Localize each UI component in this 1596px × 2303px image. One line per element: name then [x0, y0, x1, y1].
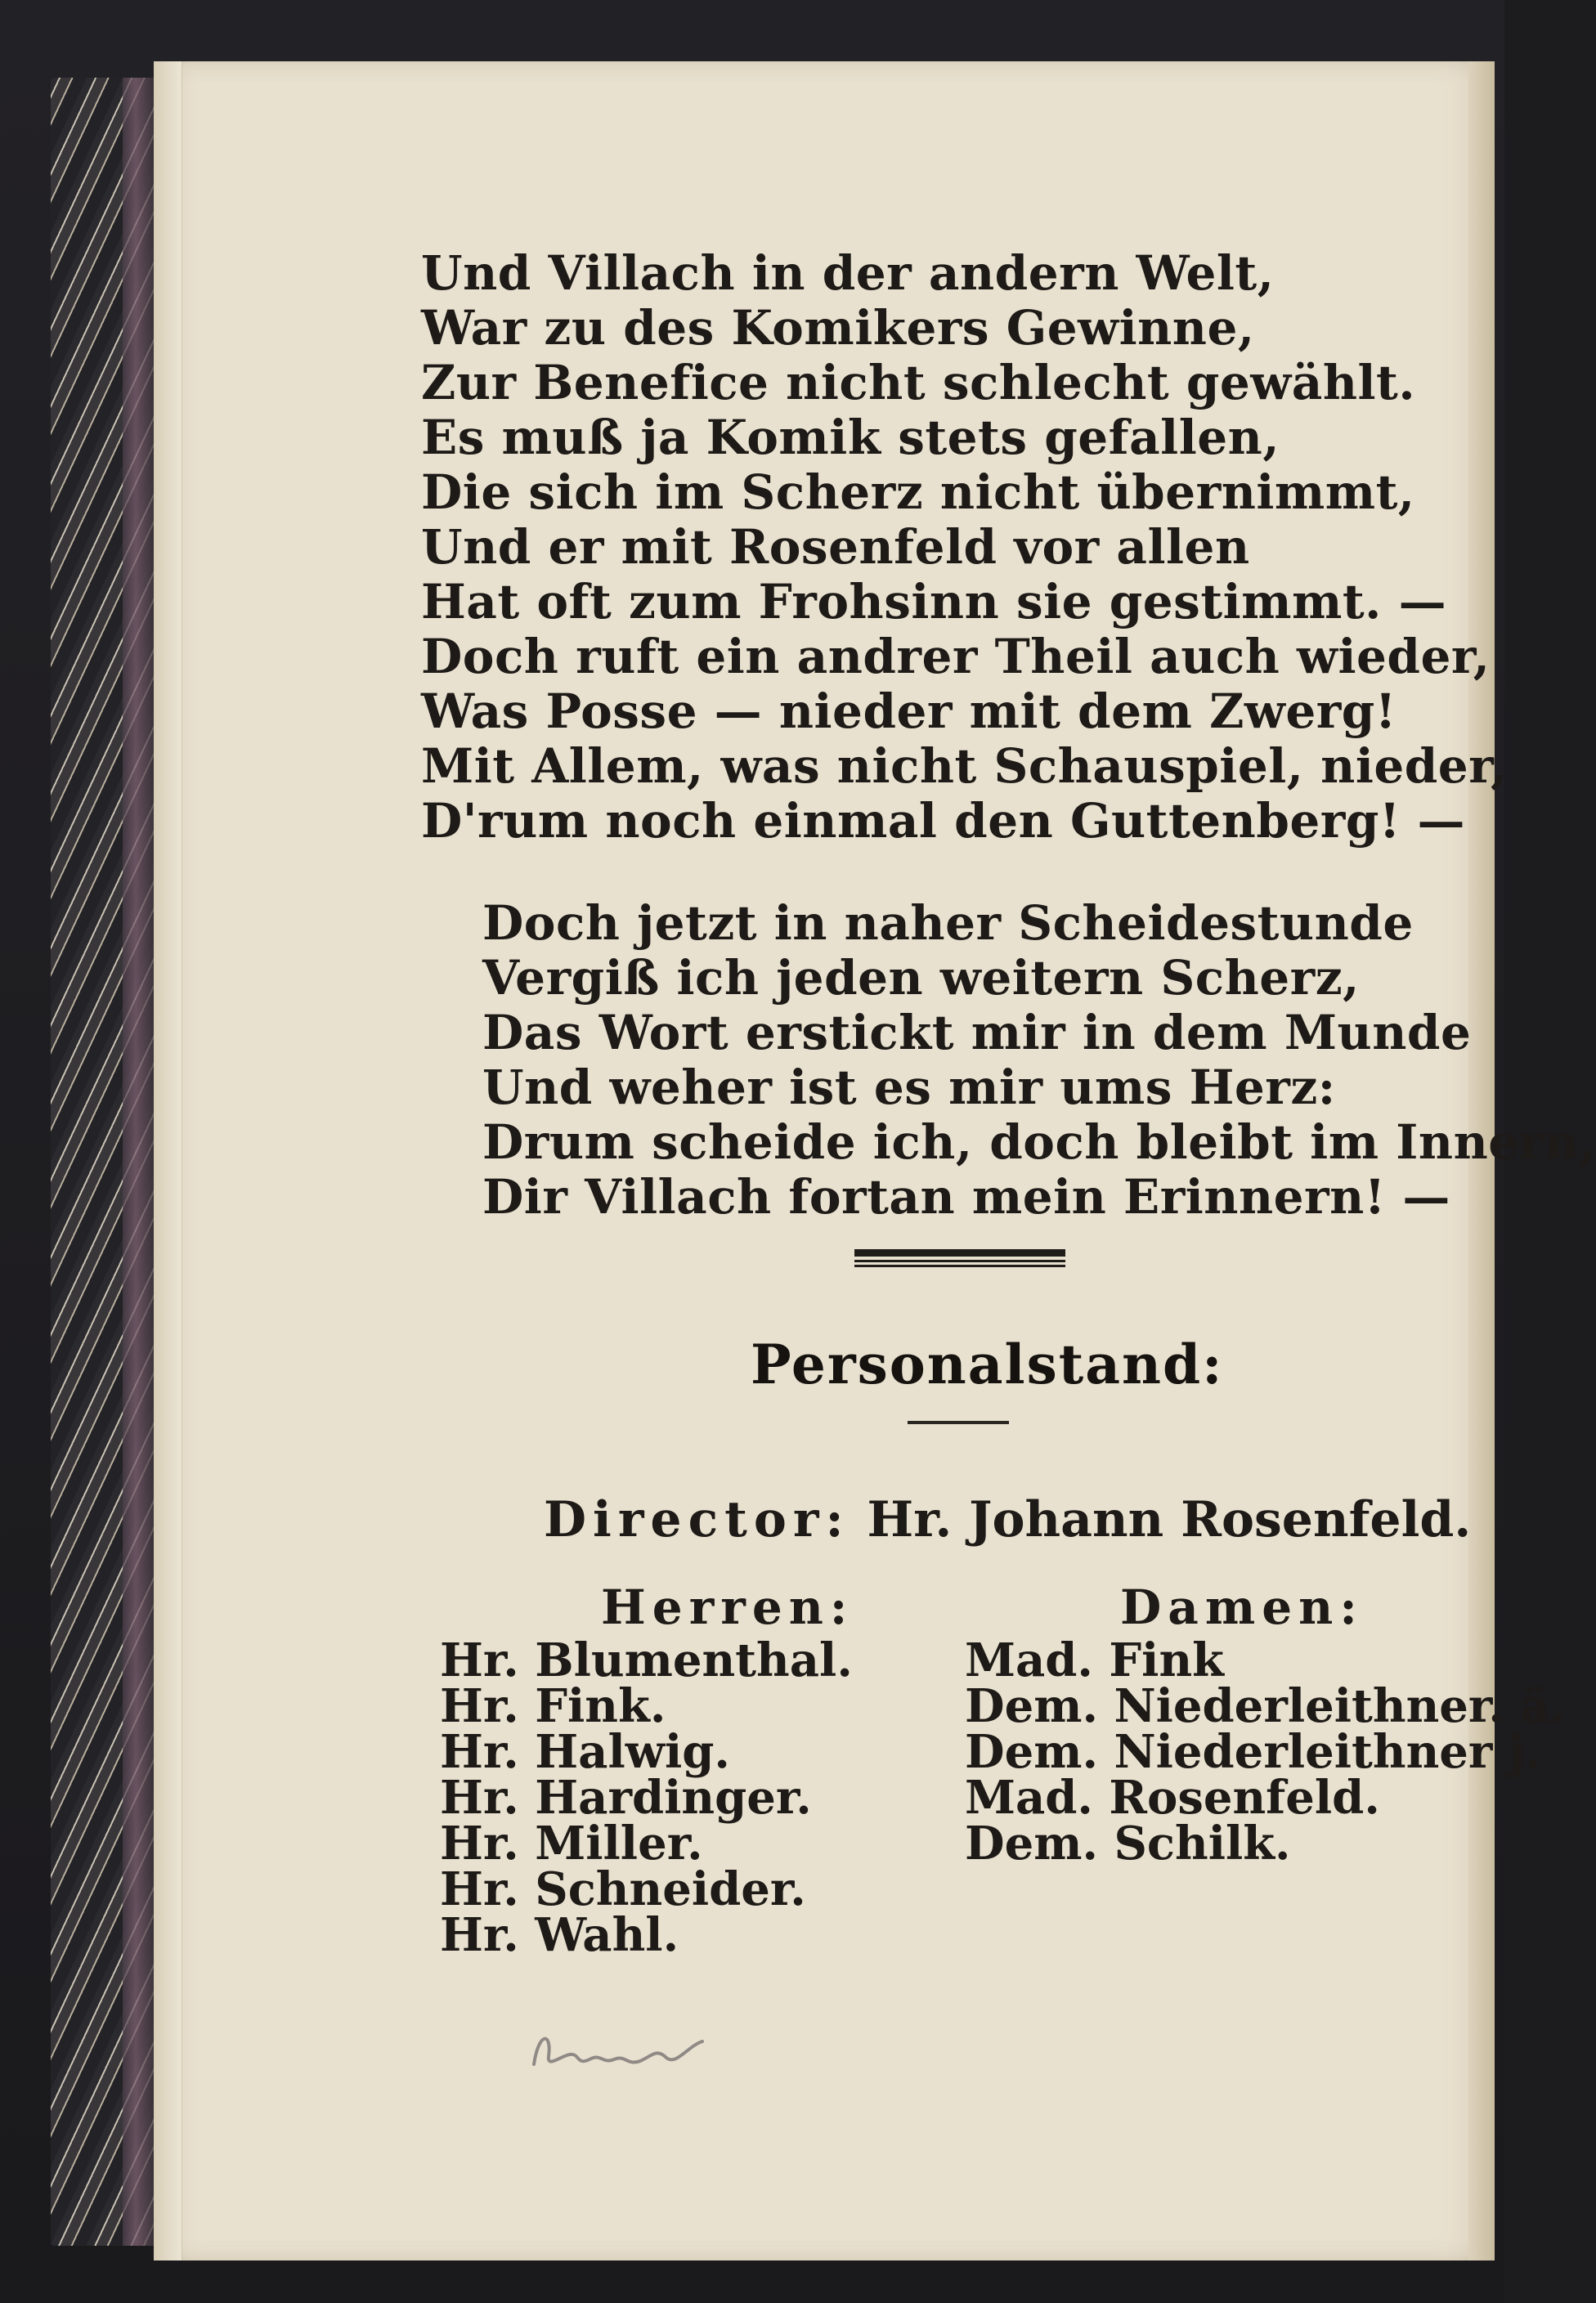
verse-line: Mit Allem, was nicht Schauspiel, nieder, [421, 738, 1508, 794]
verse-line: Dir Villach fortan mein Erinnern! — [482, 1169, 1450, 1225]
divider-rule [908, 1421, 1009, 1424]
verse-line: Es muß ja Komik stets gefallen, [421, 410, 1280, 465]
list-item: Hr. Wahl. [440, 1908, 679, 1962]
director-label: Director: [544, 1491, 850, 1548]
list-item: Mad. Fink [965, 1633, 1224, 1687]
herren-list [440, 1633, 853, 1962]
list-item: Hr. Schneider. [440, 1862, 806, 1916]
list-item: Dem. Schilk. [965, 1817, 1291, 1871]
verse-line: Und er mit Rosenfeld vor allen [421, 519, 1250, 575]
verse-line: Vergiß ich jeden weitern Scherz, [482, 950, 1360, 1006]
page-gutter [154, 61, 182, 2260]
pencil-scribble [527, 2023, 715, 2081]
list-item: Dem. Niederleithner. ä. [965, 1679, 1567, 1733]
list-item: Hr. Halwig. [440, 1725, 730, 1779]
ornamental-rule [854, 1249, 1065, 1267]
verse-line: Das Wort erstickt mir in dem Munde [482, 1005, 1472, 1060]
list-item: Hr. Fink. [440, 1679, 666, 1733]
list-item: Hr. Blumenthal. [440, 1633, 853, 1687]
verse-line: Doch ruft ein andrer Theil auch wieder, [421, 629, 1491, 684]
verse-line: Die sich im Scherz nicht übernimmt, [421, 464, 1415, 520]
damen-heading: Damen: [1120, 1579, 1364, 1635]
list-item: Mad. Rosenfeld. [965, 1771, 1380, 1825]
herren-heading: Herren: [601, 1579, 854, 1635]
verse-line: Und Villach in der andern Welt, [421, 245, 1275, 301]
list-item: Dem. Niederleithner j. [965, 1725, 1541, 1779]
verse-line: War zu des Komikers Gewinne, [421, 300, 1255, 356]
damen-list [965, 1633, 1567, 1871]
personalstand-heading: Personalstand: [751, 1333, 1224, 1396]
verse-line: Hat oft zum Frohsinn sie gestimmt. — [421, 574, 1447, 630]
book-spine-edge [123, 78, 155, 2246]
verse-line: Doch jetzt in naher Scheidestunde [482, 895, 1414, 951]
director-name: Hr. Johann Rosenfeld. [867, 1491, 1472, 1548]
director-line [544, 1491, 1471, 1548]
verse-line: Was Posse — nieder mit dem Zwerg! [421, 683, 1396, 739]
verse-line: Zur Benefice nicht schlecht gewählt. [421, 355, 1416, 410]
verse-line: Drum scheide ich, doch bleibt im Innern, [482, 1114, 1596, 1170]
list-item: Hr. Hardinger. [440, 1771, 812, 1825]
list-item: Hr. Miller. [440, 1817, 703, 1871]
verse-line: Und weher ist es mir ums Herz: [482, 1060, 1336, 1115]
verse-line: D'rum noch einmal den Guttenberg! — [421, 793, 1466, 849]
